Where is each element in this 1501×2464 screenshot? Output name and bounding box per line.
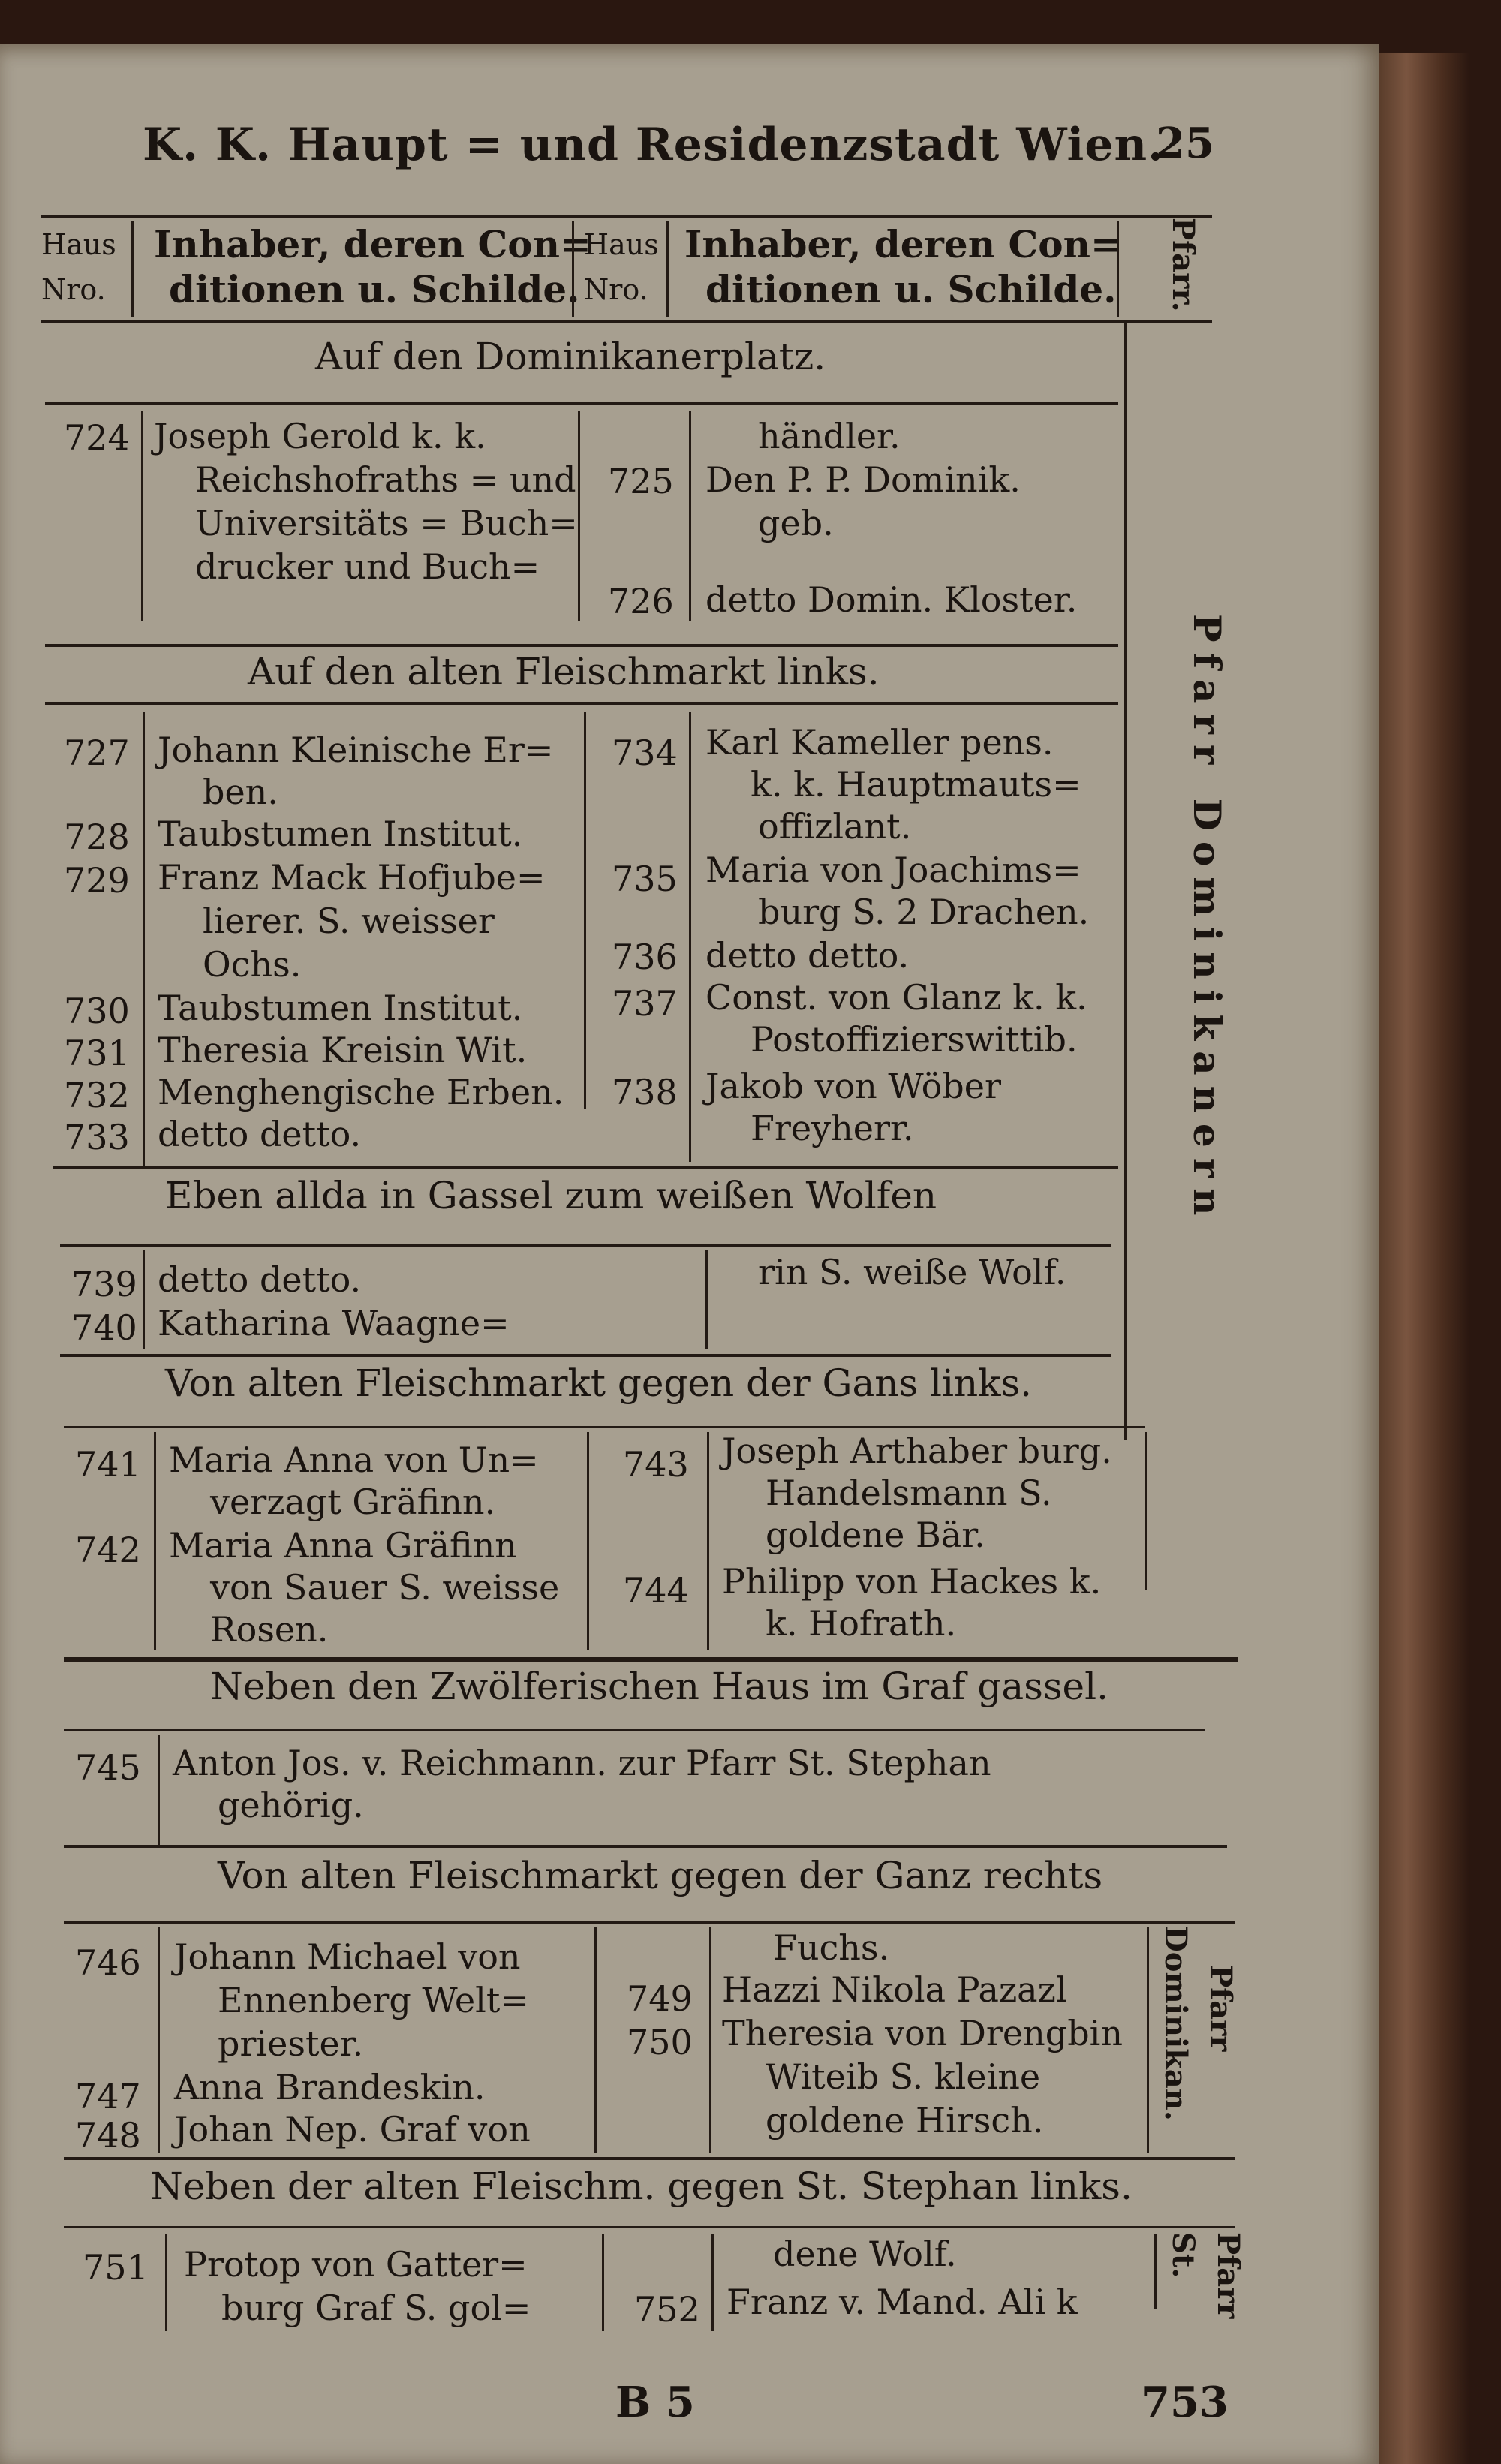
col-head-nro: Nro.: [41, 273, 106, 306]
house-number: 727: [64, 733, 130, 773]
house-number: 746: [75, 1942, 141, 1983]
house-number: 724: [64, 417, 130, 458]
entry-line: Anton Jos. v. Reichmann. zur Pfarr St. Stephan: [173, 1743, 991, 1783]
entry-line: detto detto.: [705, 935, 910, 976]
rule-section-6-end: [64, 2157, 1235, 2160]
entry-line: gehörig.: [218, 1785, 364, 1825]
rule-s1-left: [141, 411, 143, 621]
entry-line: detto detto.: [158, 1114, 362, 1154]
entry-line: Theresia von Drengbin: [722, 2013, 1123, 2053]
side-label-dominikan: Dominikan.: [1158, 1926, 1193, 2121]
house-number: 726: [608, 581, 674, 621]
house-number: 732: [64, 1075, 130, 1115]
house-number: 730: [64, 991, 130, 1031]
side-label-pfarr-2: Pfarr: [1211, 2232, 1246, 2319]
entry-line: Menghengische Erben.: [158, 1072, 564, 1112]
rule-col-2: [572, 221, 574, 317]
street-heading-ganz-rechts: Von alten Fleischmarkt gegen der Ganz rechts: [218, 1854, 1103, 1897]
entry-line: Protop von Gatter=: [184, 2244, 528, 2285]
entry-line: Ochs.: [203, 944, 302, 985]
entry-line: ben.: [203, 772, 278, 812]
rule-s4-mid-2: [707, 1432, 709, 1650]
entry-line: von Sauer S. weisse: [210, 1567, 560, 1608]
signature-mark: B 5: [615, 2378, 695, 2427]
entry-line: drucker und Buch=: [195, 546, 540, 587]
rule-s6-mid: [594, 1927, 597, 2153]
street-heading-alten-fleischmarkt: Auf den alten Fleischmarkt links.: [248, 650, 880, 693]
house-number: 744: [623, 1570, 689, 1611]
house-number: 735: [612, 859, 678, 899]
rule-section-5-end: [64, 1845, 1227, 1848]
rule-s7-mid-2: [711, 2234, 714, 2331]
street-heading-st-stephan-links: Neben der alten Fleischm. gegen St. Stephan links.: [150, 2165, 1133, 2208]
entry-line: detto Domin. Kloster.: [705, 579, 1078, 620]
entry-line: Johann Kleinische Er=: [158, 730, 554, 770]
side-label-st: St.: [1166, 2232, 1201, 2279]
entry-line: Theresia Kreisin Wit.: [158, 1030, 528, 1070]
entry-line: rin S. weiße Wolf.: [758, 1252, 1066, 1292]
rule-col-3: [666, 221, 669, 317]
entry-line: Witeib S. kleine: [766, 2056, 1041, 2097]
rule-s7-right: [1154, 2234, 1157, 2309]
col-head-conditionen-2: ditionen u. Schilde.: [705, 267, 1117, 311]
house-number: 729: [64, 860, 130, 901]
entry-line: Reichshofraths = und: [195, 459, 576, 500]
rule-s2-mid-2: [689, 712, 691, 1162]
rule-section-4-end: [64, 1657, 1238, 1662]
entry-line: goldene Bär.: [766, 1515, 985, 1555]
entry-line: Universitäts = Buch=: [195, 503, 578, 543]
rule-s4-right: [1145, 1432, 1147, 1590]
rule-section-2-end: [53, 1166, 1118, 1169]
house-number: 747: [75, 2076, 141, 2117]
entry-line: Jakob von Wöber: [705, 1066, 1001, 1106]
side-label-pfarr-dominikanern: Pfarr Dominikanern: [1185, 614, 1229, 1226]
entry-line: Joseph Arthaber burg.: [722, 1431, 1112, 1471]
rule-s2-mid: [584, 712, 586, 1109]
entry-line: lierer. S. weisser: [203, 901, 495, 941]
house-number: 750: [627, 2022, 693, 2062]
entry-line: Johan Nep. Graf von: [174, 2109, 531, 2150]
col-head-pfarr: Pfarr.: [1166, 218, 1201, 312]
entry-line: Postoffizierswittib.: [750, 1019, 1078, 1060]
page-header-title: K. K. Haupt = und Residenzstadt Wien.: [143, 119, 1165, 171]
house-number: 741: [75, 1444, 141, 1485]
rule-col-4: [1117, 221, 1119, 317]
book-page: [0, 44, 1379, 2464]
street-heading-zwoelferischen-haus: Neben den Zwölferischen Haus im Graf gassel.: [210, 1665, 1109, 1708]
house-number: 748: [75, 2115, 141, 2156]
entry-line: Karl Kameller pens.: [705, 722, 1054, 763]
rule-col-1: [131, 221, 134, 317]
rule-s4-left: [154, 1432, 156, 1650]
rule-header-bottom: [41, 320, 1212, 323]
entry-line: händler.: [758, 416, 901, 456]
col-head-inhaber: Inhaber, deren Con=: [154, 222, 591, 266]
rule-header-top: [41, 215, 1212, 218]
entry-line: Franz v. Mand. Ali k: [726, 2282, 1078, 2322]
house-number: 740: [71, 1307, 137, 1348]
entry-line: dene Wolf.: [773, 2234, 957, 2274]
entry-line: burg S. 2 Drachen.: [758, 892, 1090, 932]
rule-section-5: [64, 1729, 1205, 1731]
page-number: 25: [1156, 119, 1214, 168]
entry-line: Joseph Gerold k. k.: [154, 416, 486, 456]
entry-line: k. k. Hauptmauts=: [750, 764, 1081, 805]
rule-s7-mid: [602, 2234, 604, 2331]
entry-line: priester.: [218, 2023, 364, 2064]
col-head-inhaber-2: Inhaber, deren Con=: [684, 222, 1122, 266]
rule-s5-left: [158, 1735, 160, 1848]
entry-line: detto detto.: [158, 1259, 362, 1300]
entry-line: offizlant.: [758, 806, 912, 847]
side-label-pfarr: Pfarr: [1203, 1965, 1238, 2052]
house-number: 738: [612, 1072, 678, 1112]
rule-section-7: [64, 2226, 1235, 2228]
rule-section-3-end: [60, 1354, 1111, 1357]
street-heading-gans-links: Von alten Fleischmarkt gegen der Gans links.: [165, 1361, 1033, 1405]
entry-line: Taubstumen Institut.: [158, 814, 523, 854]
rule-s2-left: [143, 712, 145, 1169]
house-number: 731: [64, 1033, 130, 1073]
col-head-conditionen: ditionen u. Schilde.: [169, 267, 580, 311]
entry-line: Ennenberg Welt=: [218, 1980, 529, 2020]
rule-s7-left: [165, 2234, 167, 2331]
house-number: 737: [612, 983, 678, 1024]
house-number: 728: [64, 817, 130, 857]
entry-line: Philipp von Hackes k.: [722, 1561, 1102, 1602]
col-head-nro-2: Nro.: [584, 273, 648, 306]
rule-section-3: [60, 1244, 1111, 1247]
house-number: 733: [64, 1117, 130, 1157]
house-number: 739: [71, 1264, 137, 1304]
house-number: 752: [634, 2289, 700, 2330]
house-number: 745: [75, 1747, 141, 1788]
entry-line: Maria Anna von Un=: [169, 1440, 539, 1480]
entry-line: Freyherr.: [750, 1108, 914, 1148]
entry-line: Anna Brandeskin.: [174, 2067, 486, 2107]
entry-line: Franz Mack Hofjube=: [158, 857, 546, 898]
rule-s6-left: [158, 1927, 160, 2153]
entry-line: Const. von Glanz k. k.: [705, 977, 1087, 1018]
book-page-edge: [1379, 53, 1469, 2464]
entry-line: Handelsmann S.: [766, 1473, 1052, 1513]
house-number: 742: [75, 1530, 141, 1570]
rule-s6-right: [1147, 1927, 1149, 2153]
rule-s4-mid: [587, 1432, 589, 1650]
entry-line: k. Hofrath.: [766, 1603, 957, 1644]
house-number: 736: [612, 937, 678, 977]
rule-section-1: [45, 402, 1118, 405]
rule-s1-mid: [578, 411, 580, 621]
house-number: 743: [623, 1444, 689, 1485]
street-heading-dominikanerplatz: Auf den Dominikanerplatz.: [315, 335, 826, 378]
entry-line: Hazzi Nikola Pazazl: [722, 1969, 1067, 2010]
catchword: 753: [1141, 2378, 1229, 2427]
rule-pfarr-column: [1124, 321, 1127, 1440]
rule-section-1-end: [45, 644, 1118, 647]
entry-line: Katharina Waagne=: [158, 1303, 510, 1343]
rule-s3-left: [143, 1250, 145, 1349]
rule-s6-mid-2: [709, 1927, 711, 2153]
rule-s1-mid-2: [689, 411, 691, 621]
entry-line: Maria von Joachims=: [705, 850, 1081, 890]
rule-section-2: [45, 702, 1118, 705]
house-number: 749: [627, 1978, 693, 2019]
entry-line: Den P. P. Dominik.: [705, 459, 1021, 500]
rule-section-6: [64, 1921, 1235, 1924]
house-number: 734: [612, 733, 678, 773]
entry-line: Taubstumen Institut.: [158, 988, 523, 1028]
entry-line: Maria Anna Gräfinn: [169, 1525, 517, 1566]
entry-line: verzagt Gräfinn.: [210, 1482, 496, 1522]
street-heading-weissen-wolfen: Eben allda in Gassel zum weißen Wolfen: [165, 1174, 937, 1217]
entry-line: burg Graf S. gol=: [221, 2288, 531, 2328]
entry-line: Rosen.: [210, 1609, 329, 1650]
rule-s3-mid: [705, 1250, 708, 1349]
entry-line: geb.: [758, 503, 834, 543]
col-head-haus-2: Haus: [584, 228, 659, 261]
entry-line: Fuchs.: [773, 1927, 890, 1968]
col-head-haus: Haus: [41, 228, 116, 261]
rule-section-4: [64, 1426, 1145, 1428]
house-number: 751: [83, 2247, 149, 2288]
entry-line: Johann Michael von: [174, 1936, 521, 1977]
entry-line: goldene Hirsch.: [766, 2100, 1044, 2141]
house-number: 725: [608, 461, 674, 501]
